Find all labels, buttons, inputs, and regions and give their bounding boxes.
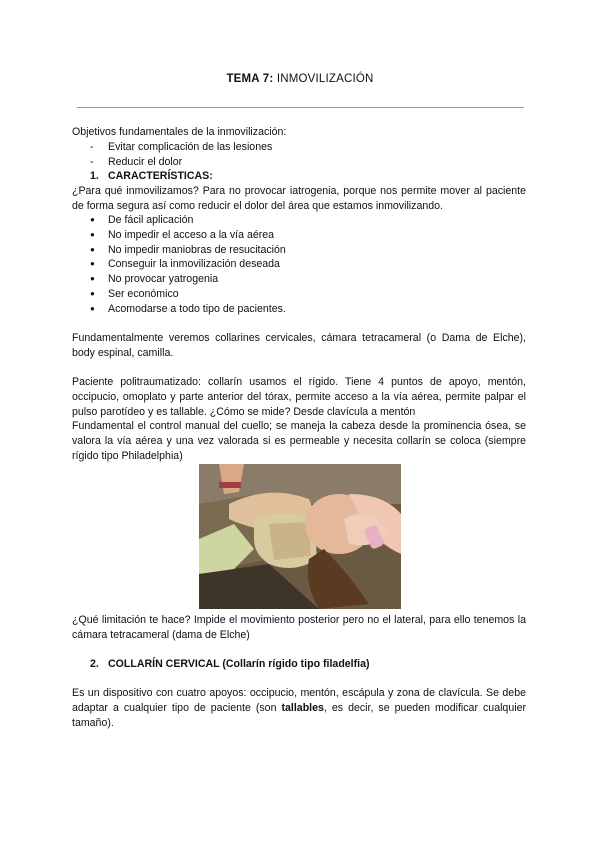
list-item: ● Ser económico: [90, 287, 286, 302]
section-label: CARACTERÍSTICAS:: [108, 170, 213, 182]
list-item: ● No impedir maniobras de resucitación: [90, 243, 286, 258]
list-item: - Evitar complicación de las lesiones: [90, 140, 272, 155]
list-item: ● No impedir el acceso a la vía aérea: [90, 228, 286, 243]
section-number: 1.: [90, 170, 99, 182]
cervical-collar-photo: [199, 464, 401, 609]
objectives-list: [90, 140, 272, 170]
title-bold: TEMA 7:: [226, 73, 274, 85]
paragraph-why: ¿Para qué inmovilizamos? Para no provocar iatrogenia, porque nos permite mover al paciente de forma segura así como reducir el dolor del área que estamos inmovilizando.: [72, 185, 526, 212]
list-item: ● Conseguir la inmovilización deseada: [90, 257, 286, 272]
list-item: ● De fácil aplicación: [90, 213, 286, 228]
list-item: ● Acomodarse a todo tipo de pacientes.: [90, 302, 286, 317]
section-label: COLLARÍN CERVICAL (Collarín rígido tipo filadelfia): [108, 658, 370, 670]
paragraph-device-text-a: Es un dispositivo con cuatro apoyos: occipucio, mentón, escápula y zona de clavícula. Se debe adaptar a cualquier tipo de paciente (son: [72, 687, 526, 714]
list-item: ● No provocar yatrogenia: [90, 272, 286, 287]
paragraph-device-bold: tallables: [281, 701, 324, 714]
section-number: 2.: [90, 658, 99, 670]
paragraph-limitation: ¿Qué limitación te hace? Impide el movimiento posterior pero no el lateral, para ello tenemos la cámara tetracameral (dama de Elche): [72, 614, 526, 641]
document-title: [0, 72, 600, 87]
paragraph-devices: Fundamentalmente veremos collarines cervicales, cámara tetracameral (o Dama de Elche), body espinal, camilla.: [72, 332, 526, 359]
paragraph-manual-control: Fundamental el control manual del cuello; se maneja la cabeza desde la prominencia ósea, se valora la vía aérea y una vez valorada si es permeable y necesita collarín se coloca (siempre rígido tipo Philadelphia): [72, 420, 526, 462]
paragraph-polytrauma: Paciente politraumatizado: collarín usamos el rígido. Tiene 4 puntos de apoyo, mentón, occipucio, omoplato y parte anterior del tórax, permite acceso a la vía aérea, permite palpar el pulso parotídeo y es tallable. ¿Cómo se mide? Desde clavícula a mentón: [72, 376, 526, 418]
paragraph-device-text-b: , es decir, se pueden modificar cualquier tamaño).: [72, 701, 526, 729]
section-heading-1: [90, 169, 213, 184]
paragraph-device: [72, 686, 526, 730]
title-divider: [77, 107, 524, 108]
characteristics-list: [90, 213, 286, 317]
section-heading-2: [90, 657, 370, 672]
title-rest: INMOVILIZACIÓN: [273, 73, 374, 85]
list-item: - Reducir el dolor: [90, 155, 272, 170]
objectives-intro: Objetivos fundamentales de la inmovilización:: [72, 126, 287, 138]
